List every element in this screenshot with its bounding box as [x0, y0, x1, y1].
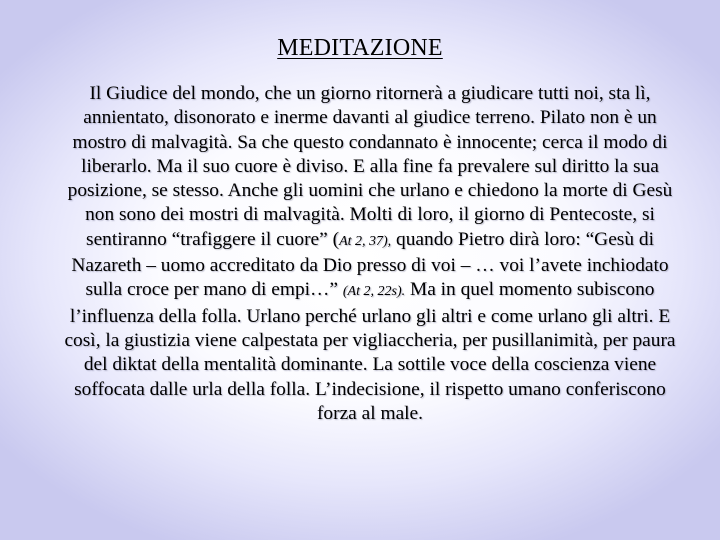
slide-title: MEDITAZIONE [277, 35, 443, 61]
scripture-reference-1: At 2, 37), [339, 233, 392, 249]
meditation-paragraph [62, 82, 678, 426]
paragraph-text-part-2: quando Pietro dirà loro: “Gesù di Nazareth – uomo accreditato da Dio presso di voi – … voi l’avete inchiodato sulla croce per mano di empi…” [71, 228, 669, 301]
paragraph-text-part-3: Ma in quel momento subiscono l’influenza della folla. Urlano perché urlano gli altri e come urlano gli altri. E così, la giustizia viene calpestata per vigliaccheria, per pusillanimità, per paura del diktat della mentalità dominante. La sottile voce della coscienza viene soffocata dalle urla della folla. L’indecisione, il rispetto umano conferiscono forza al male. [64, 279, 676, 424]
paragraph-text-part-1: Il Giudice del mondo, che un giorno ritornerà a giudicare tutti noi, sta lì, annientato, disonorato e inerme davanti al giudice terreno. Pilato non è un mostro di malvagità. Sa che questo condannato è innocente; cerca il modo di liberarlo. Ma il suo cuore è diviso. E alla fine fa prevalere sul diritto la sua posizione, se stesso. Anche gli uomini che urlano e chiedono la morte di Gesù non sono dei mostri di malvagità. Molti di loro, il giorno di Pentecoste, si sentiranno “trafiggere il cuore” ( [67, 83, 673, 250]
scripture-reference-2: (At 2, 22s). [342, 284, 406, 300]
